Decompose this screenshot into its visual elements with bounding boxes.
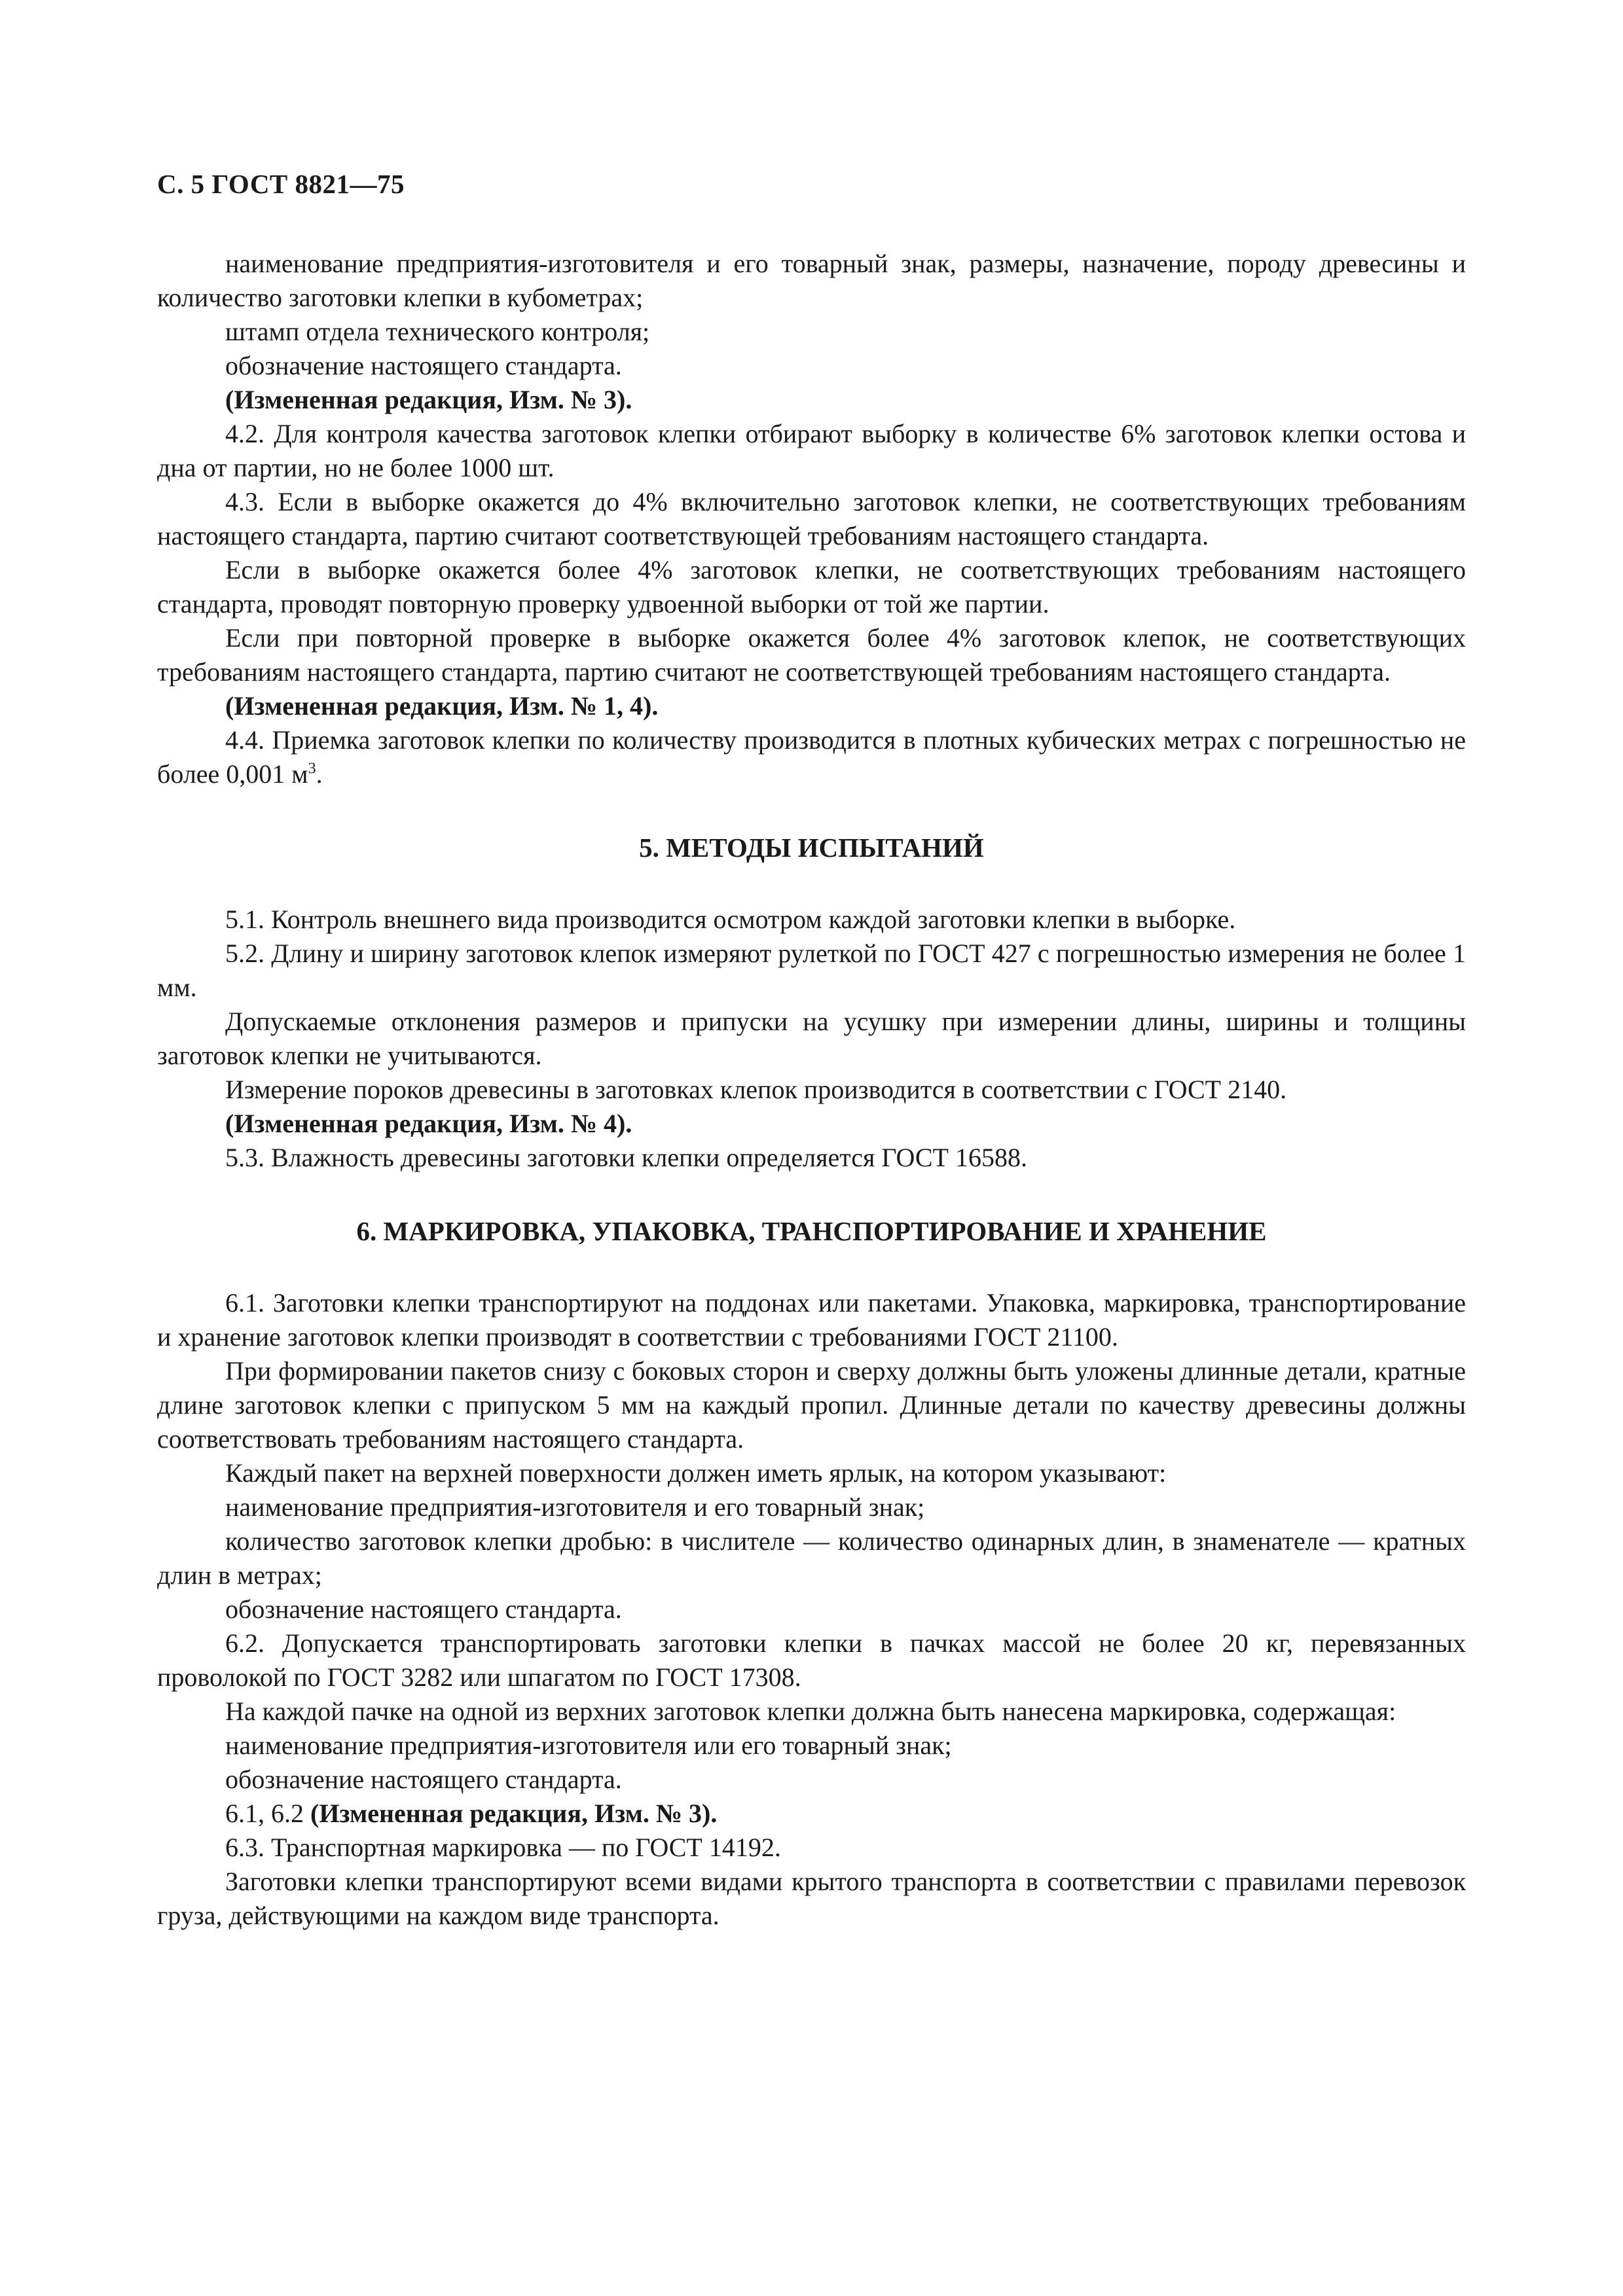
paragraph: Измерение пороков древесины в заготовках клепок производится в соответствии с ГОСТ 2140.: [225, 1075, 1287, 1104]
paragraph: При формировании пакетов снизу с боковых сторон и сверху должны быть уложены длинные детали, кратные длине заготовок клепки с припуском 5 мм на каждый пропил. Длинные детали по качеству древесины должны соответствовать требованиям настоящего стандарта.: [157, 1356, 1466, 1454]
paragraph: 4.2. Для контроля качества заготовок клепки отбирают выборку в количестве 6% заготовок клепки остова и дна от партии, но не более 1000 шт.: [157, 419, 1466, 482]
paragraph: обозначение настоящего стандарта.: [225, 1765, 622, 1794]
running-title: С. 5 ГОСТ 8821—75: [157, 169, 405, 199]
clause-refs: 6.1, 6.2: [225, 1799, 310, 1828]
section-5: [157, 903, 1466, 1175]
paragraph: наименование предприятия-изготовителя или его товарный знак;: [225, 1731, 952, 1760]
paragraph: наименование предприятия-изготовителя и его товарный знак, размеры, назначение, породу древесины и количество заготовки клепки в кубометрах;: [157, 249, 1466, 312]
paragraph-text: 4.4. Приемка заготовок клепки по количеству производится в плотных кубических метрах с погрешностью не более 0,001 м: [157, 725, 1466, 789]
amendment-note: (Измененная редакция, Изм. № 3).: [310, 1799, 718, 1828]
paragraph: количество заготовок клепки дробью: в числителе — количество одинарных длин, в знаменателе — кратных длин в метрах;: [157, 1526, 1466, 1590]
paragraph: наименование предприятия-изготовителя и его товарный знак;: [225, 1492, 925, 1522]
paragraph: 6.1. Заготовки клепки транспортируют на поддонах или пакетами. Упаковка, маркировка, транспортирование и хранение заготовок клепки производят в соответствии с требованиями ГОСТ 21100.: [157, 1288, 1466, 1352]
amendment-note: (Измененная редакция, Изм. № 1, 4).: [225, 691, 659, 721]
paragraph: 5.2. Длину и ширину заготовок клепок измеряют рулеткой по ГОСТ 427 с погрешностью измерения не более 1 мм.: [157, 939, 1466, 1002]
section-6: [157, 1286, 1466, 1933]
paragraph: 5.3. Влажность древесины заготовки клепки определяется ГОСТ 16588.: [225, 1143, 1027, 1172]
paragraph: 5.1. Контроль внешнего вида производится осмотром каждой заготовки клепки в выборке.: [225, 905, 1236, 934]
amendment-note: (Измененная редакция, Изм. № 3).: [225, 385, 632, 414]
paragraph: Допускаемые отклонения размеров и припуски на усушку при измерении длины, ширины и толщины заготовок клепки не учитываются.: [157, 1007, 1466, 1070]
paragraph: 6.3. Транспортная маркировка — по ГОСТ 14192.: [225, 1833, 781, 1862]
paragraph-end: .: [316, 759, 323, 789]
section-4-continuation: [157, 247, 1466, 791]
paragraph: Если при повторной проверке в выборке окажется более 4% заготовок клепок, не соответствующих требованиям настоящего стандарта, партию считают не соответствующей требованиям настоящего стандарта.: [157, 623, 1466, 687]
paragraph: обозначение настоящего стандарта.: [225, 1594, 622, 1624]
paragraph: На каждой пачке на одной из верхних заготовок клепки должна быть нанесена маркировка, содержащая:: [225, 1696, 1396, 1726]
paragraph: 6.2. Допускается транспортировать заготовки клепки в пачках массой не более 20 кг, перевязанных проволокой по ГОСТ 3282 или шпагатом по ГОСТ 17308.: [157, 1628, 1466, 1692]
section-5-heading: 5. МЕТОДЫ ИСПЫТАНИЙ: [639, 833, 984, 863]
paragraph: обозначение настоящего стандарта.: [225, 351, 622, 380]
section-6-heading: 6. МАРКИРОВКА, УПАКОВКА, ТРАНСПОРТИРОВАНИЕ И ХРАНЕНИЕ: [356, 1216, 1267, 1246]
amendment-note: (Измененная редакция, Изм. № 4).: [225, 1109, 632, 1138]
paragraph: Заготовки клепки транспортируют всеми видами крытого транспорта в соответствии с правилами перевозок груза, действующими на каждом виде транспорта.: [157, 1867, 1466, 1930]
cubic-superscript: 3: [308, 760, 316, 778]
paragraph: штамп отдела технического контроля;: [225, 317, 650, 346]
paragraph: Каждый пакет на верхней поверхности должен иметь ярлык, на котором указывают:: [225, 1458, 1167, 1488]
paragraph: [157, 723, 1466, 791]
amendment-paragraph: [157, 1797, 1466, 1831]
paragraph: Если в выборке окажется более 4% заготовок клепки, не соответствующих требованиям настоящего стандарта, проводят повторную проверку удвоенной выборки от той же партии.: [157, 555, 1466, 619]
paragraph: 4.3. Если в выборке окажется до 4% включительно заготовок клепки, не соответствующих требованиям настоящего стандарта, партию считают соответствующей требованиям настоящего стандарта.: [157, 487, 1466, 550]
